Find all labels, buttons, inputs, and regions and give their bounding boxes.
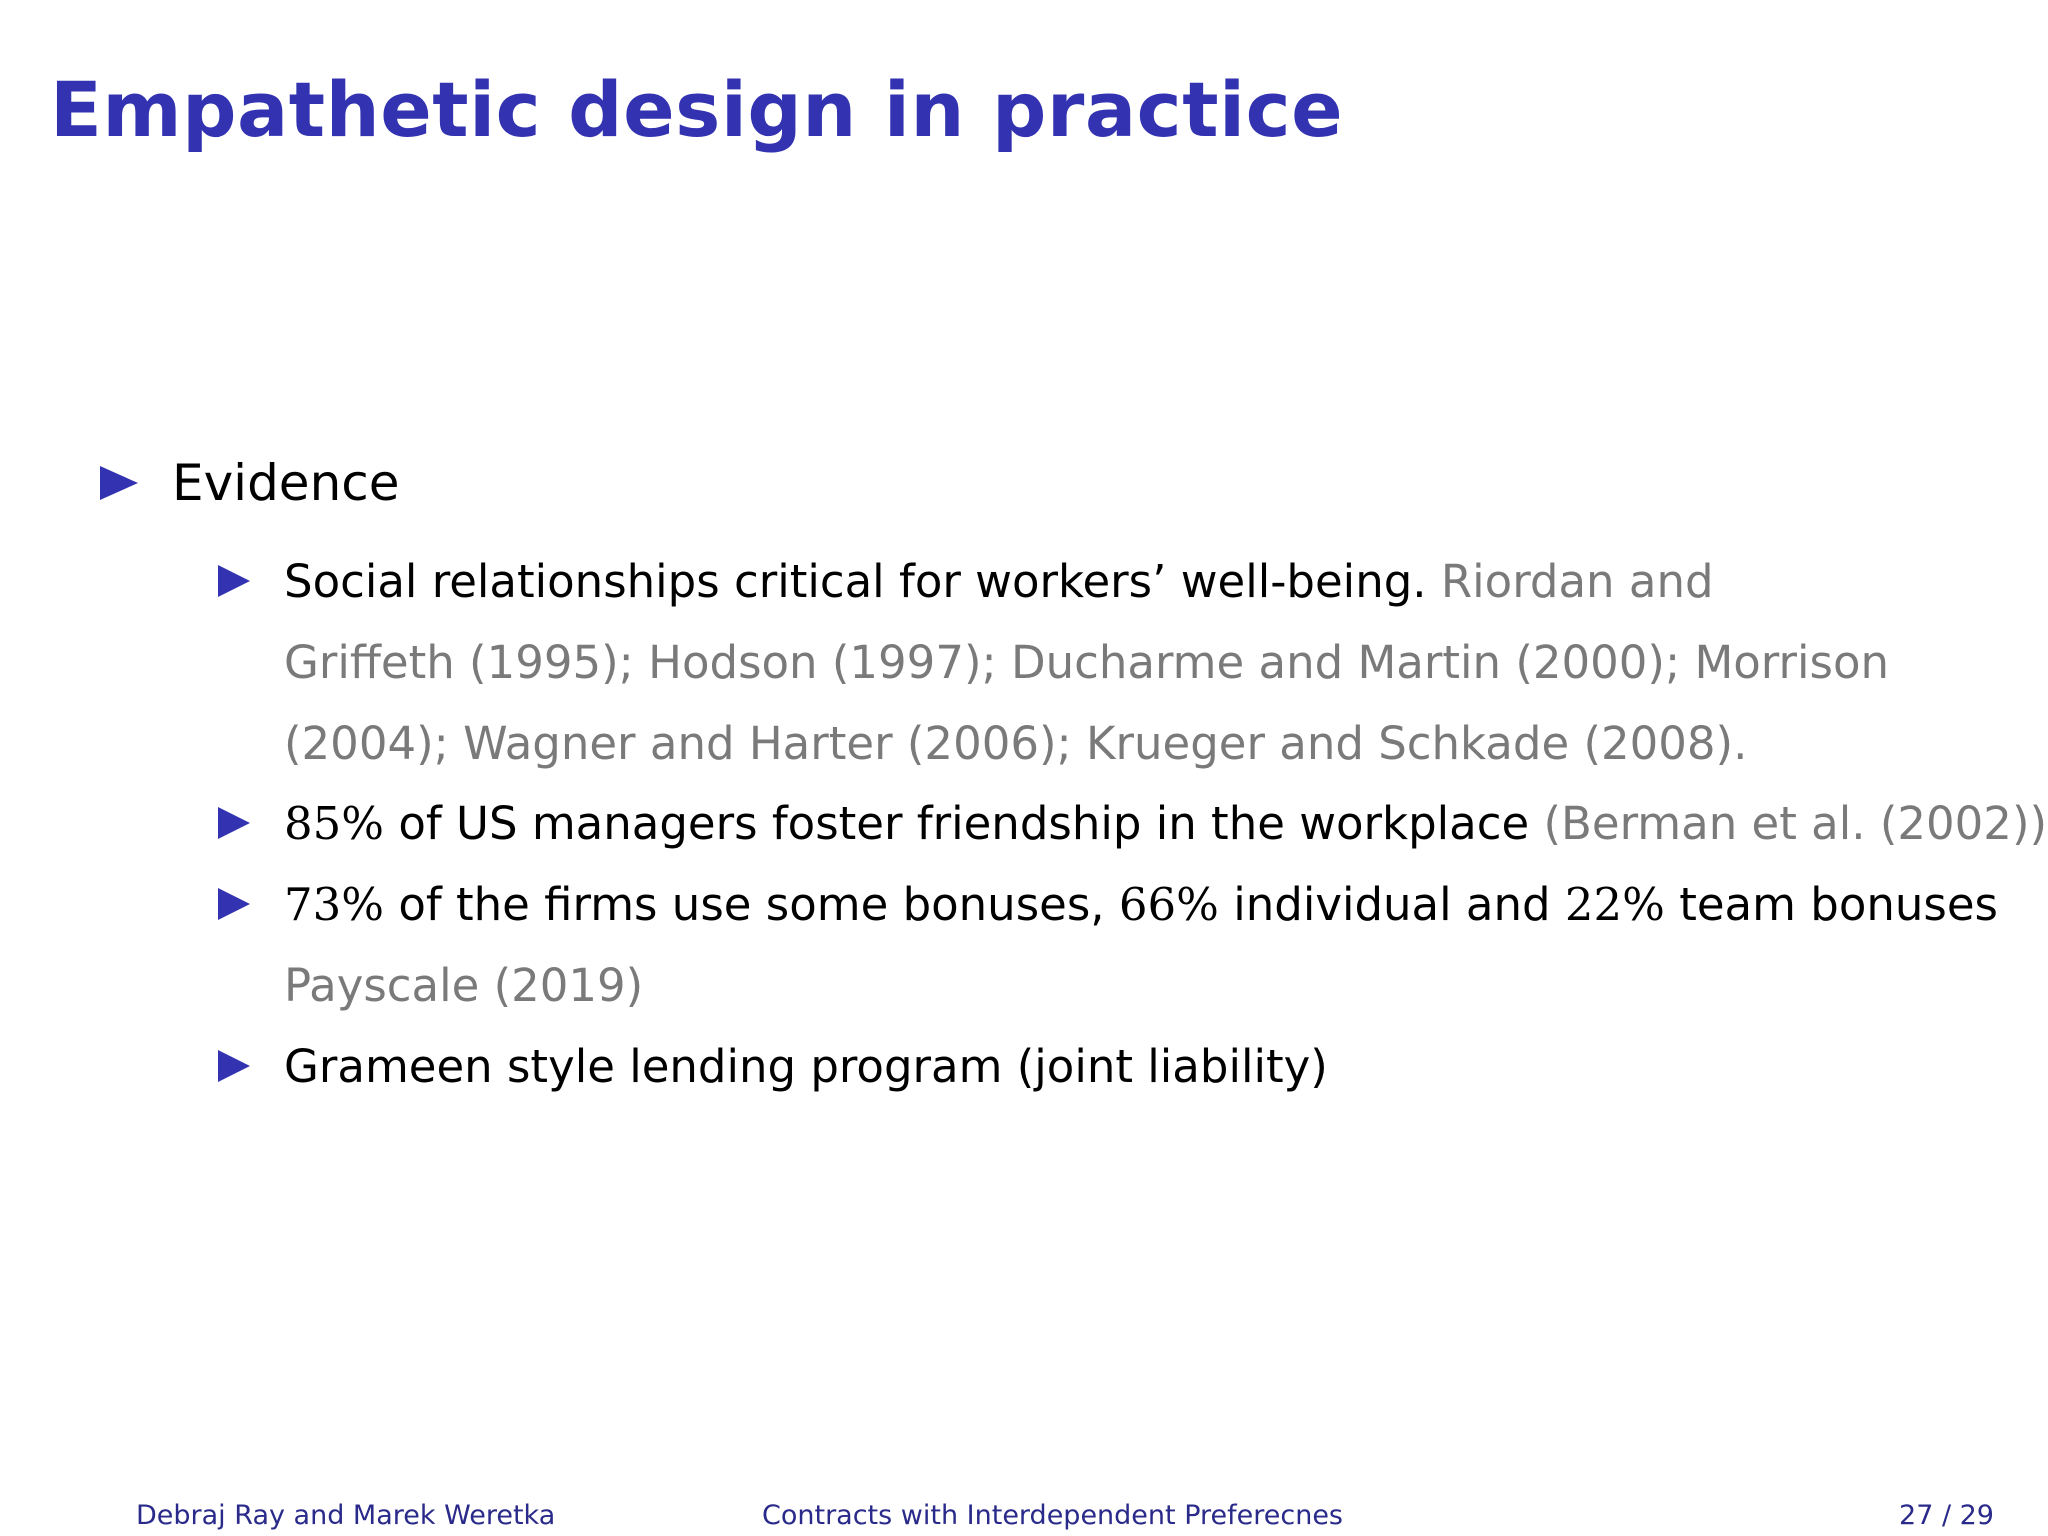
citation: (2004); Wagner and Harter (2006); Krueger and Schkade (2008).	[284, 717, 1748, 770]
sub-bullet-managers-text	[284, 783, 2047, 864]
sub-bullet-grameen	[218, 1026, 1328, 1107]
sub-bullet-social-line1	[284, 541, 1889, 622]
sub-bullet-bonuses	[218, 864, 1998, 1026]
sub-bullet-triangle-icon	[218, 1050, 250, 1082]
percent-value: 66%	[1118, 878, 1219, 931]
bullet-evidence-label: Evidence	[172, 454, 400, 512]
citation: Payscale (2019)	[284, 959, 644, 1012]
bullet-triangle-icon	[100, 466, 138, 500]
social-statement: Social relationships critical for workers’ well-being.	[284, 555, 1427, 608]
sub-bullet-social-relationships	[218, 541, 1889, 784]
bonuses-statement: individual and	[1218, 878, 1565, 931]
sub-bullet-triangle-icon	[218, 888, 250, 920]
footer-page-number: 27 / 29	[1899, 1500, 1994, 1531]
bonuses-statement: of the firms use some bonuses,	[384, 878, 1119, 931]
sub-bullet-bonuses-text	[284, 864, 1998, 1026]
grameen-statement: Grameen style lending program (joint liability)	[284, 1040, 1328, 1093]
citation: (Berman et al. (2002))	[1543, 797, 2048, 850]
footer-title: Contracts with Interdependent Preferecnes	[762, 1500, 1344, 1531]
citation: Griffeth (1995); Hodson (1997); Ducharme and Martin (2000); Morrison	[284, 636, 1890, 689]
bonuses-statement: team bonuses	[1664, 878, 1998, 931]
percent-value: 73%	[284, 878, 385, 931]
bullet-evidence	[100, 454, 400, 512]
sub-bullet-triangle-icon	[218, 807, 250, 839]
slide-title: Empathetic design in practice	[50, 65, 1344, 154]
sub-bullet-social-text	[284, 541, 1889, 784]
sub-bullet-managers	[218, 783, 2047, 864]
citation: Riordan and	[1440, 555, 1714, 608]
sub-bullet-grameen-text	[284, 1026, 1328, 1107]
managers-statement: of US managers foster friendship in the workplace	[384, 797, 1544, 850]
footer-authors: Debraj Ray and Marek Weretka	[136, 1500, 556, 1531]
percent-value: 85%	[284, 797, 385, 850]
sub-bullet-triangle-icon	[218, 565, 250, 597]
percent-value: 22%	[1564, 878, 1665, 931]
